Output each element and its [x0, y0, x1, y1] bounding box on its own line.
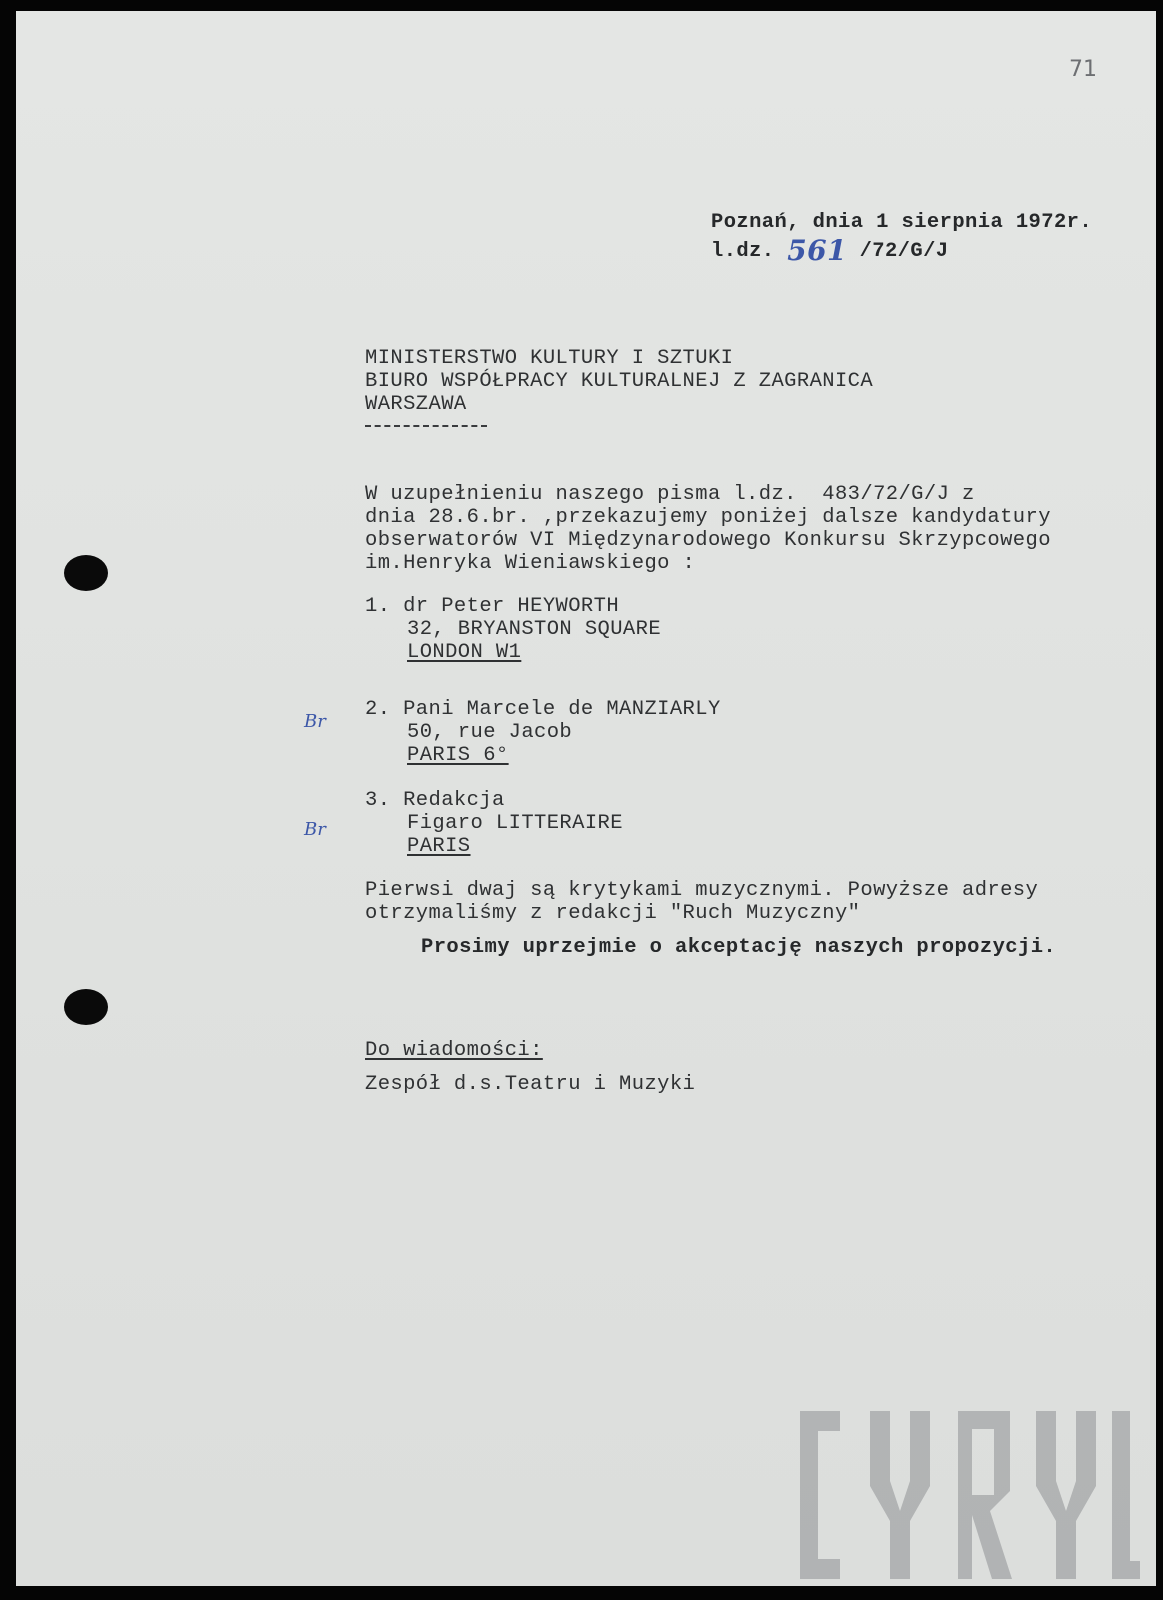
note-line-1: Pierwsi dwaj są krytykami muzycznymi. Powyższe adresy — [365, 879, 1039, 902]
recipient-line-2: BIURO WSPÓŁPRACY KULTURALNEJ Z ZAGRANICA — [365, 370, 874, 393]
candidate-2-city: PARIS 6° — [407, 744, 509, 767]
place-date: Poznań, dnia 1 sierpnia 1972r. — [711, 211, 1093, 234]
intro-line-3: obserwatorów VI Międzynarodowego Konkursu Skrzypcowego — [365, 529, 1051, 552]
cc-recipient: Zespół d.s.Teatru i Muzyki — [365, 1073, 696, 1096]
candidate-3-street: Figaro LITTERAIRE — [407, 812, 623, 835]
punch-hole-top — [64, 555, 108, 591]
punch-hole-bottom — [64, 989, 108, 1025]
margin-note-1: Br — [304, 711, 326, 732]
separator — [365, 425, 487, 427]
intro-line-4: im.Henryka Wieniawskiego : — [365, 552, 696, 575]
cyryl-watermark-logo — [800, 1411, 1140, 1579]
candidate-3-name: 3. Redakcja — [365, 789, 505, 812]
recipient-line-3: WARSZAWA — [365, 393, 467, 416]
candidate-2-name: 2. Pani Marcele de MANZIARLY — [365, 698, 721, 721]
reference-number: l.dz. 561 /72/G/J — [711, 234, 949, 267]
handwritten-ref: 561 — [787, 234, 847, 267]
note-line-2: otrzymaliśmy z redakcji "Ruch Muzyczny" — [365, 902, 861, 925]
candidate-1-street: 32, BRYANSTON SQUARE — [407, 618, 662, 641]
document-page — [16, 11, 1156, 1586]
page-number: 71 — [1069, 57, 1097, 82]
candidate-1-city: LONDON W1 — [407, 641, 522, 664]
candidate-3-city: PARIS — [407, 835, 471, 858]
candidate-2-street: 50, rue Jacob — [407, 721, 573, 744]
recipient-line-1: MINISTERSTWO KULTURY I SZTUKI — [365, 347, 734, 370]
candidate-1-name: 1. dr Peter HEYWORTH — [365, 595, 620, 618]
margin-note-2: Br — [304, 819, 326, 840]
intro-line-2: dnia 28.6.br. ,przekazujemy poniżej dalsze kandydatury — [365, 506, 1051, 529]
intro-line-1: W uzupełnieniu naszego pisma l.dz. 483/72/G/J z — [365, 483, 975, 506]
cc-label: Do wiadomości: — [365, 1039, 543, 1062]
request-line: Prosimy uprzejmie o akceptację naszych propozycji. — [421, 936, 1057, 959]
